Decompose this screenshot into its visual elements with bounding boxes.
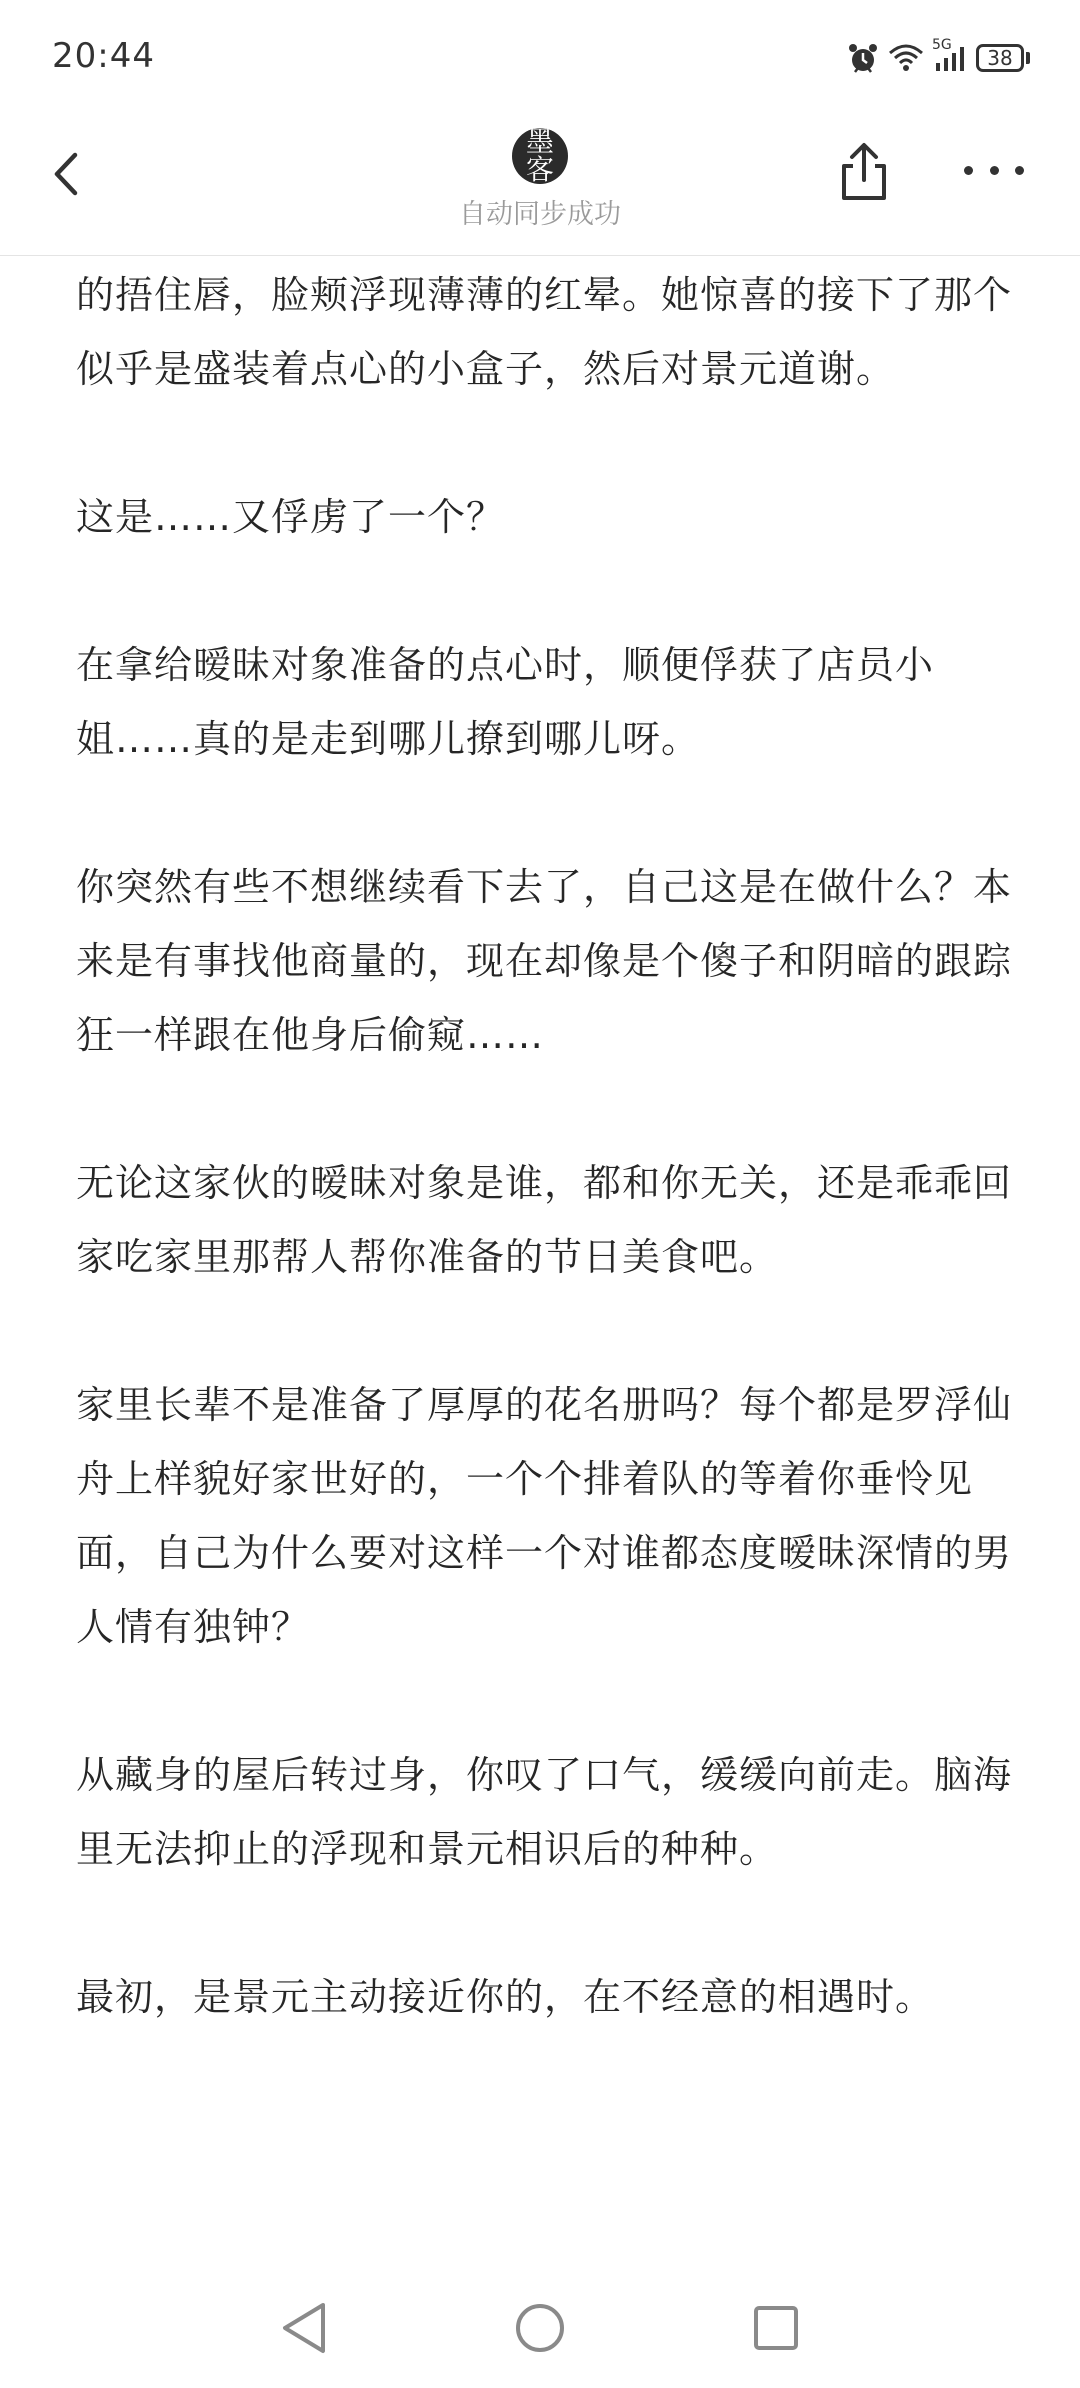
status-icons (846, 36, 1030, 80)
more-button[interactable] (964, 150, 1024, 190)
article-paragraph: 从藏身的屋后转过身，你叹了口气，缓缓向前走。脑海里无法抑止的浮现和景元相识后的种种。 (76, 1753, 1013, 1871)
alarm-icon (846, 41, 880, 75)
signal-icon (932, 37, 968, 73)
nav-home-button[interactable] (512, 2300, 568, 2356)
article-paragraph: 最初，是景元主动接近你的，在不经意的相遇时。 (76, 1975, 935, 2019)
article-paragraph: 的捂住唇，脸颊浮现薄薄的红晕。她惊喜的接下了那个似乎是盛装着点心的小盒子，然后对景元道谢。 (76, 273, 1013, 391)
battery-level: 38 (976, 44, 1024, 72)
app-logo: 墨 客 (512, 128, 568, 184)
home-circle-icon (514, 2302, 566, 2354)
article-paragraph: 无论这家伙的暧昧对象是谁，都和你无关，还是乖乖回家吃家里那帮人帮你准备的节日美食吧。 (76, 1161, 1013, 1279)
recents-square-icon (752, 2304, 800, 2352)
sync-status: 自动同步成功 (459, 199, 621, 230)
top-bar (0, 110, 1080, 256)
nav-back-button[interactable] (276, 2300, 332, 2356)
article-paragraph: 这是……又俘虏了一个？ (76, 495, 506, 539)
back-triangle-icon (279, 2301, 329, 2355)
status-time: 20:44 (52, 36, 155, 76)
article-paragraph: 你突然有些不想继续看下去了，自己这是在做什么？本来是有事找他商量的，现在却像是个傻子和阴暗的跟踪狂一样跟在他身后偷窥…… (76, 865, 1013, 1057)
system-nav-bar (0, 2268, 1080, 2388)
more-icon (964, 166, 973, 175)
share-button[interactable] (836, 140, 892, 202)
battery-icon (976, 44, 1030, 72)
article-paragraph: 在拿给暧昧对象准备的点心时，顺便俘获了店员小姐……真的是走到哪儿撩到哪儿呀。 (76, 643, 935, 761)
share-icon (836, 140, 892, 202)
article-paragraph: 家里长辈不是准备了厚厚的花名册吗？每个都是罗浮仙舟上样貌好家世好的，一个个排着队的等着你垂怜见面，自己为什么要对这样一个对谁都态度暧昧深情的男人情有独钟？ (76, 1383, 1013, 1649)
nav-recents-button[interactable] (748, 2300, 804, 2356)
article-content (76, 258, 1016, 2258)
status-bar (0, 0, 1080, 110)
wifi-icon (888, 43, 924, 73)
network-type: 5G (932, 37, 952, 53)
